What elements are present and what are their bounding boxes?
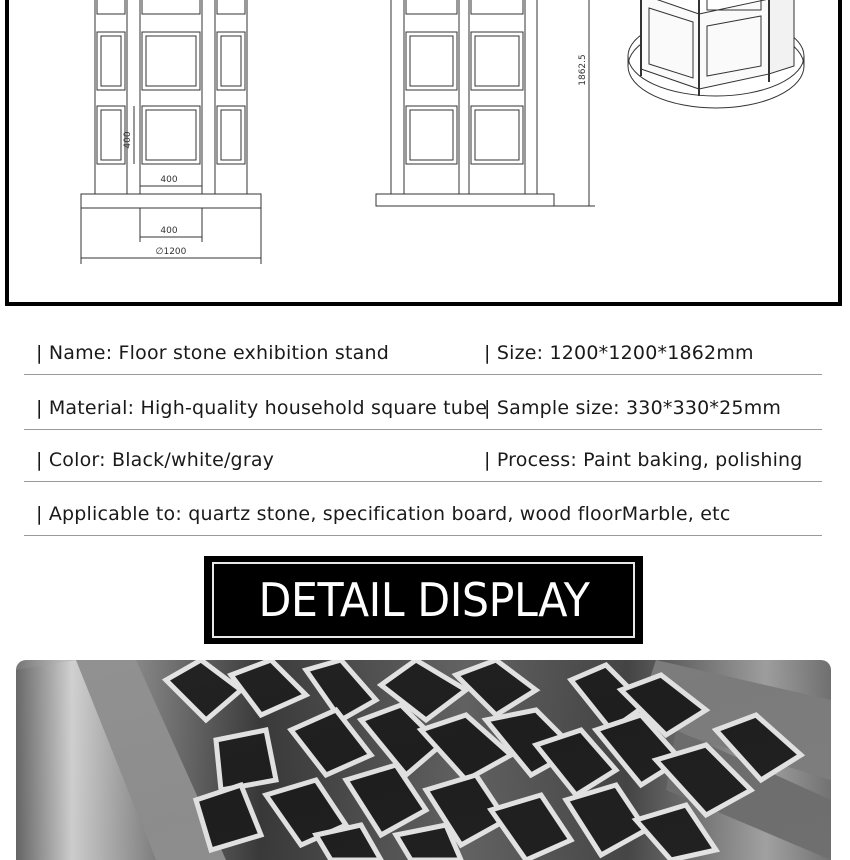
spec-process: | Process: Paint baking, polishing (484, 449, 803, 471)
spec-sample-size: | Sample size: 330*330*25mm (484, 397, 782, 419)
detail-display-banner (204, 556, 643, 644)
spec-color: | Color: Black/white/gray (36, 449, 275, 471)
square-tubes-image (16, 660, 831, 860)
spec-name: | Name: Floor stone exhibition stand (36, 342, 389, 364)
spec-row (24, 430, 822, 482)
dim-total-height: 1862.5 (578, 54, 588, 86)
banner-frame (212, 562, 635, 638)
stand-blueprint (9, 0, 838, 302)
technical-drawing (5, 0, 842, 306)
dim-panel-height: 400 (123, 131, 133, 149)
spec-material: | Material: High-quality household square tube (36, 397, 488, 419)
spec-row (24, 482, 822, 536)
spec-row (24, 326, 822, 375)
dim-panel-width-lower: 400 (160, 226, 178, 236)
spec-applicable: | Applicable to: quartz stone, specification board, wood floorMarble, etc (36, 503, 731, 525)
side-view (376, 0, 595, 206)
dim-panel-width-upper: 400 (160, 175, 178, 185)
spec-row (24, 375, 822, 430)
perspective-view (628, 0, 804, 108)
spec-table (24, 326, 822, 536)
dim-base-diameter: ∅1200 (155, 247, 187, 257)
front-view (81, 0, 261, 264)
spec-size: | Size: 1200*1200*1862mm (484, 342, 754, 364)
banner-title: DETAIL DISPLAY (258, 573, 589, 627)
square-tubes-photo (16, 660, 831, 860)
